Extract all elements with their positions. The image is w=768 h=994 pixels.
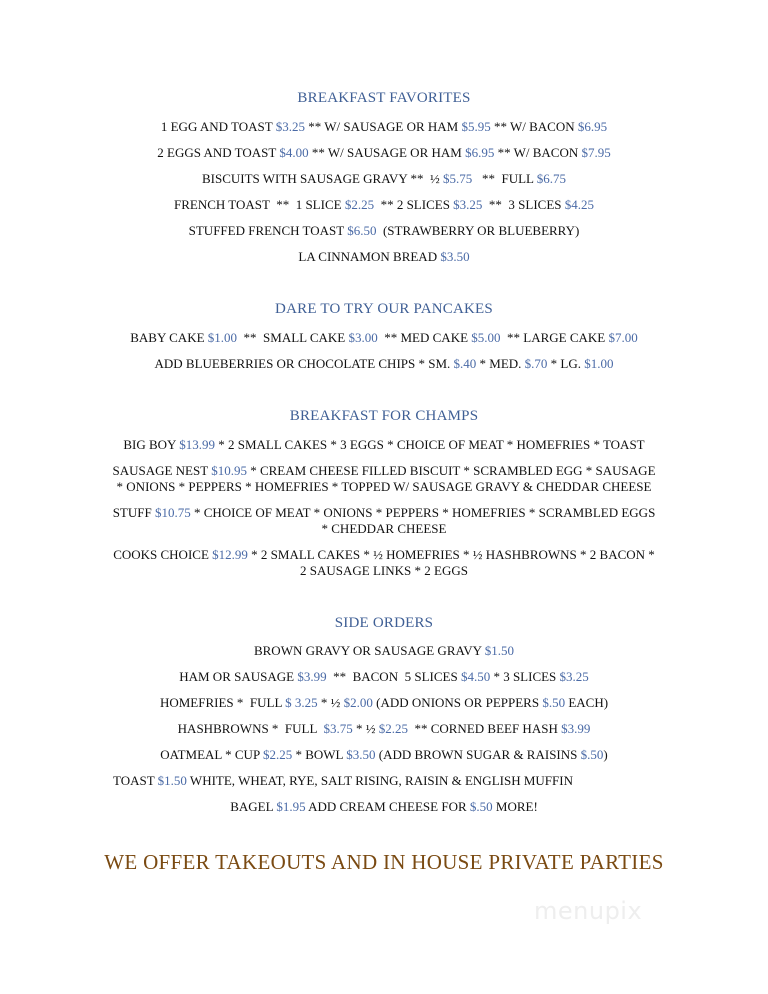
- item-text: * ½: [352, 721, 379, 736]
- price: $ 3.25: [285, 695, 318, 710]
- menu-line: [0, 356, 768, 372]
- price: $2.25: [378, 721, 408, 736]
- item-text: EACH): [565, 695, 609, 710]
- price: $.50: [580, 747, 604, 762]
- item-text: ADD BLUEBERRIES OR CHOCOLATE CHIPS * SM.: [154, 356, 454, 371]
- item-text: ** FULL: [472, 171, 537, 186]
- menu-line: [0, 249, 768, 265]
- item-text: ** W/ BACON: [494, 145, 582, 160]
- watermark-logo: menupix: [534, 897, 643, 925]
- item-text: 1 EGG AND TOAST: [160, 119, 276, 134]
- item-text: * 2 SMALL CAKES * 3 EGGS * CHOICE OF MEAT * HOMEFRIES * TOAST: [214, 437, 645, 452]
- item-text: * BOWL: [292, 747, 347, 762]
- item-text: (ADD ONIONS OR PEPPERS: [372, 695, 543, 710]
- item-text: FRENCH TOAST ** 1 SLICE: [173, 197, 345, 212]
- menu-line: [0, 505, 768, 521]
- price: $5.95: [461, 119, 491, 134]
- section-title-pancakes: DARE TO TRY OUR PANCAKES: [275, 301, 493, 317]
- item-text: * 3 SLICES: [490, 669, 560, 684]
- item-text: BISCUITS WITH SAUSAGE GRAVY ** ½: [201, 171, 443, 186]
- item-text: OATMEAL * CUP: [160, 747, 263, 762]
- price: $10.95: [211, 463, 247, 478]
- item-text: (ADD BROWN SUGAR & RAISINS: [375, 747, 581, 762]
- price: $4.50: [460, 669, 491, 684]
- price: $3.25: [453, 197, 483, 212]
- price: $.50: [469, 799, 493, 814]
- price: $1.50: [484, 643, 515, 658]
- item-text: * 2 SMALL CAKES * ½ HOMEFRIES * ½ HASHBROWNS * 2 BACON *: [247, 547, 655, 562]
- price: $.70: [524, 356, 548, 371]
- item-text: ** W/ BACON: [490, 119, 578, 134]
- price: $3.00: [348, 330, 378, 345]
- menu-line: [0, 437, 768, 453]
- section-title-breakfast-for-champs: BREAKFAST FOR CHAMPS: [289, 408, 479, 424]
- menu-line: [0, 223, 768, 239]
- price: $.50: [542, 695, 566, 710]
- item-text: * ½: [317, 695, 344, 710]
- menu-line: [0, 330, 768, 346]
- item-text: * CHEDDAR CHEESE: [321, 521, 447, 536]
- item-text: (STRAWBERRY OR BLUEBERRY): [376, 223, 580, 238]
- item-text: 2 EGGS AND TOAST: [157, 145, 280, 160]
- item-text: ** BACON 5 SLICES: [326, 669, 461, 684]
- price: $7.95: [581, 145, 611, 160]
- item-text: * MED.: [476, 356, 525, 371]
- price: $1.00: [584, 356, 614, 371]
- menu-line: [0, 145, 768, 161]
- price: $3.25: [275, 119, 305, 134]
- price: $1.95: [276, 799, 306, 814]
- item-text: ** SMALL CAKE: [237, 330, 349, 345]
- item-text: * LG.: [547, 356, 585, 371]
- price: $1.50: [157, 773, 187, 788]
- price: $4.00: [279, 145, 309, 160]
- price: $4.25: [564, 197, 595, 212]
- price: $2.25: [262, 747, 293, 762]
- item-text: BABY CAKE: [130, 330, 208, 345]
- price: $3.99: [297, 669, 327, 684]
- item-text: LA CINNAMON BREAD: [298, 249, 441, 264]
- price: $2.00: [343, 695, 373, 710]
- price: $3.25: [559, 669, 589, 684]
- menu-line: [0, 643, 768, 659]
- item-text: MORE!: [492, 799, 538, 814]
- price: $6.50: [347, 223, 377, 238]
- price: $5.00: [471, 330, 501, 345]
- price: $3.50: [346, 747, 376, 762]
- item-text: STUFFED FRENCH TOAST: [188, 223, 348, 238]
- menu-line: [0, 799, 768, 815]
- menu-line: [0, 547, 768, 563]
- item-text: * ONIONS * PEPPERS * HOMEFRIES * TOPPED W/ SAUSAGE GRAVY & CHEDDAR CHEESE: [116, 479, 652, 494]
- price: $3.50: [440, 249, 470, 264]
- price: $6.95: [577, 119, 608, 134]
- item-text: ** 2 SLICES: [374, 197, 454, 212]
- item-text: BROWN GRAVY OR SAUSAGE GRAVY: [253, 643, 485, 658]
- price: $5.75: [442, 171, 473, 186]
- item-text: * CREAM CHEESE FILLED BISCUIT * SCRAMBLED EGG * SAUSAGE: [246, 463, 656, 478]
- price: $3.99: [561, 721, 591, 736]
- item-text: HASHBROWNS * FULL: [177, 721, 324, 736]
- item-text: ** W/ SAUSAGE OR HAM: [304, 119, 462, 134]
- price: $3.75: [323, 721, 353, 736]
- menu-line: [0, 479, 768, 495]
- price: $12.99: [212, 547, 248, 562]
- item-text: BIG BOY: [123, 437, 180, 452]
- section-title-side-orders: SIDE ORDERS: [334, 615, 434, 631]
- menu-line: [0, 463, 768, 479]
- item-text: ** 3 SLICES: [482, 197, 565, 212]
- item-text: TOAST: [113, 773, 158, 788]
- item-text: HAM OR SAUSAGE: [179, 669, 298, 684]
- item-text: ** CORNED BEEF HASH: [407, 721, 562, 736]
- item-text: ADD CREAM CHEESE FOR: [305, 799, 470, 814]
- menu-line: [0, 563, 768, 579]
- menu-line: [0, 747, 768, 763]
- item-text: ** LARGE CAKE: [500, 330, 609, 345]
- item-text: WHITE, WHEAT, RYE, SALT RISING, RAISIN & ENGLISH MUFFIN: [186, 773, 573, 788]
- item-text: HOMEFRIES * FULL: [159, 695, 286, 710]
- price: $6.75: [536, 171, 567, 186]
- item-text: ** MED CAKE: [377, 330, 472, 345]
- item-text: SAUSAGE NEST: [112, 463, 212, 478]
- menu-line: [0, 171, 768, 187]
- item-text: ** W/ SAUSAGE OR HAM: [308, 145, 466, 160]
- item-text: 2 SAUSAGE LINKS * 2 EGGS: [300, 563, 468, 578]
- footer-takeouts-parties: WE OFFER TAKEOUTS AND IN HOUSE PRIVATE PARTIES: [104, 850, 664, 874]
- item-text: STUFF: [112, 505, 155, 520]
- item-text: COOKS CHOICE: [113, 547, 213, 562]
- menu-line: [0, 721, 768, 737]
- menu-line: [0, 695, 768, 711]
- price: $6.95: [465, 145, 495, 160]
- section-title-breakfast-favorites: BREAKFAST FAVORITES: [297, 90, 471, 106]
- menu-line: [0, 773, 768, 789]
- item-text: ): [603, 747, 608, 762]
- price: $1.00: [207, 330, 238, 345]
- menu-line: [0, 669, 768, 685]
- menu-line: [0, 119, 768, 135]
- price: $.40: [453, 356, 477, 371]
- price: $2.25: [344, 197, 375, 212]
- item-text: * CHOICE OF MEAT * ONIONS * PEPPERS * HOMEFRIES * SCRAMBLED EGGS: [190, 505, 656, 520]
- menu-line: [0, 521, 768, 537]
- price: $7.00: [608, 330, 638, 345]
- item-text: BAGEL: [230, 799, 277, 814]
- menu-line: [0, 197, 768, 213]
- price: $10.75: [154, 505, 191, 520]
- price: $13.99: [179, 437, 215, 452]
